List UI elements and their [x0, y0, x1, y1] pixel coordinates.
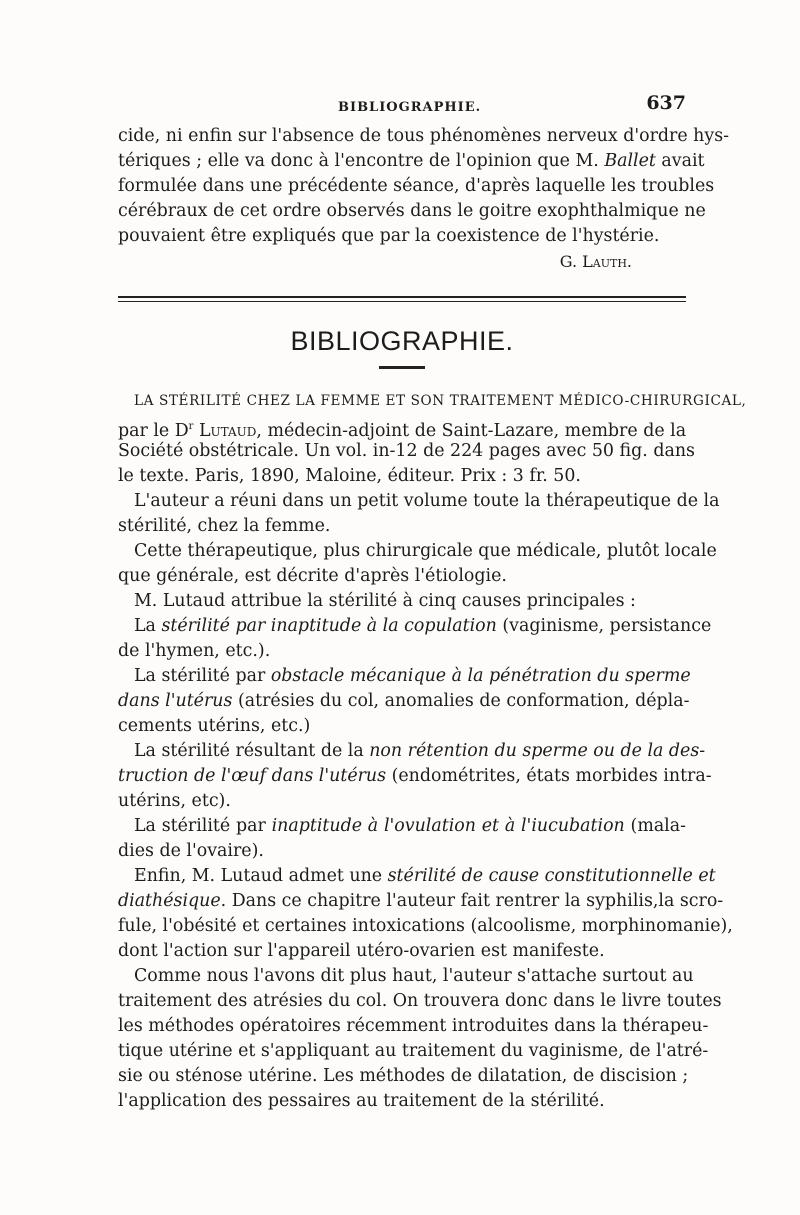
running-title: BIBLIOGRAPHIE.: [338, 100, 482, 115]
text-line: les méthodes opératoires récemment introduites dans la thérapeu-: [118, 1016, 709, 1036]
running-head: [118, 90, 686, 124]
section-divider: [118, 296, 686, 302]
text-line: Enfin, M. Lutaud admet une stérilité de cause constitutionnelle et: [134, 866, 716, 886]
book-page: [118, 90, 747, 1114]
review-body: [118, 489, 733, 1114]
text-line: truction de l'œuf dans l'utérus (endométrites, états morbides intra-: [118, 766, 712, 786]
divider-line: [118, 296, 686, 298]
book-author: Lutaud: [198, 420, 257, 441]
divider-line: [118, 301, 686, 302]
text-line: par le $D^r$ Lutaud, médecin-adjoint de Saint-Lazare, membre de la: [118, 420, 687, 441]
text-line: cements utérins, etc.): [118, 716, 311, 736]
text-line: sie ou sténose utérine. Les méthodes de dilatation, de discision ;: [118, 1066, 689, 1086]
text-line: La stérilité par inaptitude à l'ovulation et à l'iucubation (mala-: [134, 816, 686, 836]
section-title: BIBLIOGRAPHIE.: [290, 326, 514, 356]
continuation-paragraph: [118, 124, 730, 274]
text-line: de l'hymen, etc.).: [118, 641, 271, 661]
text-line: traitement des atrésies du col. On trouvera donc dans le livre toutes: [118, 991, 722, 1011]
text-line: La stérilité résultant de la non rétention du sperme ou de la des-: [134, 741, 706, 761]
book-reference: [118, 389, 747, 489]
text-line: fule, l'obésité et certaines intoxications (alcoolisme, morphinomanie),: [118, 916, 733, 936]
text-line: tériques ; elle va donc à l'encontre de l'opinion que M. Ballet avait: [118, 151, 705, 171]
page-number: 637: [646, 92, 686, 114]
text-line: dont l'action sur l'appareil utéro-ovarien est manifeste.: [118, 941, 605, 961]
text-line: La stérilité par inaptitude à la copulation (vaginisme, persistance: [134, 616, 712, 636]
book-title: LA STÉRILITÉ CHEZ LA FEMME ET SON TRAITEMENT MÉDICO-CHIRURGICAL,: [134, 393, 747, 409]
text-line: l'application des pessaires au traitement de la stérilité.: [118, 1091, 605, 1111]
text-line: La stérilité par obstacle mécanique à la pénétration du sperme: [134, 666, 691, 686]
text-line: tique utérine et s'appliquant au traitement du vaginisme, de l'atré-: [118, 1041, 709, 1061]
author-signature: G. Lauth.: [559, 252, 632, 271]
text-line: dies de l'ovaire).: [118, 841, 264, 861]
text-line: utérins, etc).: [118, 791, 231, 811]
text-line: Cette thérapeutique, plus chirurgicale que médicale, plutôt locale: [134, 541, 717, 561]
text-line: M. Lutaud attribue la stérilité à cinq causes principales :: [134, 591, 636, 611]
text-line: dans l'utérus (atrésies du col, anomalies de conformation, dépla-: [118, 691, 690, 711]
text-line: diathésique. Dans ce chapitre l'auteur fait rentrer la syphilis,la scro-: [118, 891, 724, 911]
title-underline: [379, 366, 425, 369]
text-line: stérilité, chez la femme.: [118, 516, 331, 536]
text-line: L'auteur a réuni dans un petit volume toute la thérapeutique de la: [134, 491, 720, 511]
text-line: Comme nous l'avons dit plus haut, l'auteur s'attache surtout au: [134, 966, 694, 986]
text-line: le texte. Paris, 1890, Maloine, éditeur. Prix : 3 fr. 50.: [118, 466, 581, 486]
text-line: cide, ni enfin sur l'absence de tous phénomènes nerveux d'ordre hys-: [118, 126, 730, 146]
text-line: que générale, est décrite d'après l'étiologie.: [118, 566, 507, 586]
text-line: Société obstétricale. Un vol. in-12 de 224 pages avec 50 fig. dans: [118, 441, 695, 461]
text-line: pouvaient être expliqués que par la coexistence de l'hystérie.: [118, 226, 660, 246]
text-line: cérébraux de cet ordre observés dans le goitre exophthalmique ne: [118, 201, 706, 221]
text-line: formulée dans une précédente séance, d'après laquelle les troubles: [118, 176, 715, 196]
